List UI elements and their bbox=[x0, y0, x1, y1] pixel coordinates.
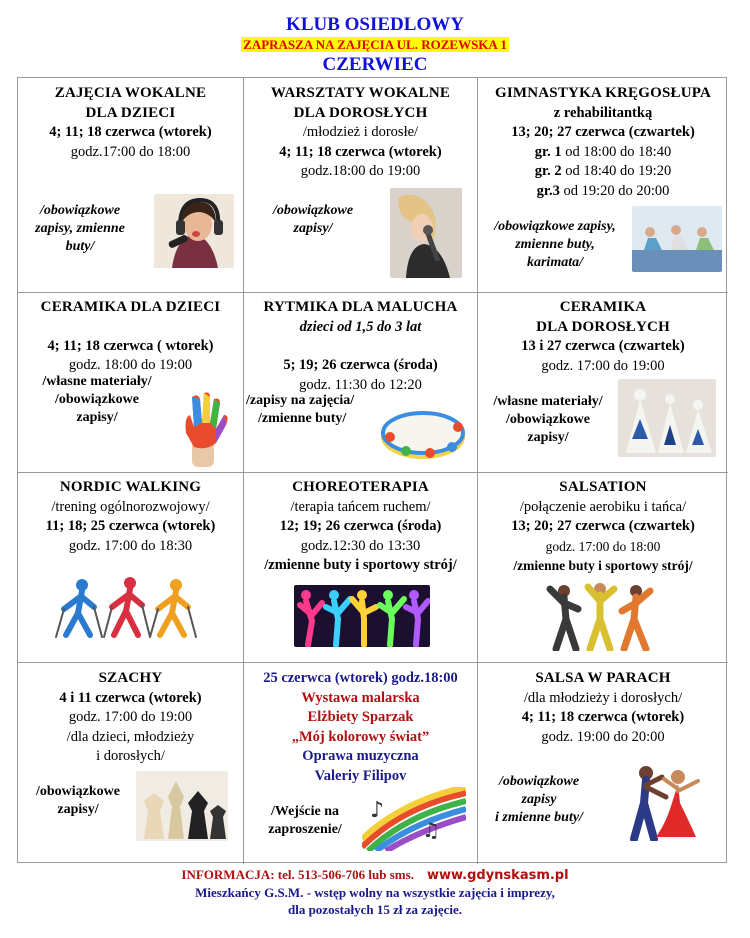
cell-rhythm-toddlers bbox=[244, 293, 478, 473]
cell-audience: /młodzież i dorosłe/ bbox=[302, 124, 419, 140]
poster-header bbox=[0, 14, 750, 76]
cell-note: /własne materiały/ /obowiązkowe zapisy/ bbox=[42, 374, 152, 425]
cell-vocal-kids bbox=[18, 78, 244, 293]
cell-vocal-adults bbox=[244, 78, 478, 293]
cell-dates: 4; 11; 18 czerwca ( wtorek) bbox=[47, 337, 214, 354]
club-title: KLUB OSIEDLOWY bbox=[286, 14, 464, 35]
event-artist: Elżbiety Sparzak bbox=[307, 709, 414, 725]
dancing-couple-image bbox=[616, 763, 706, 841]
cell-audience: /dla dzieci, młodzieży bbox=[66, 728, 195, 745]
cell-chess bbox=[18, 663, 244, 864]
cell-choreotherapy bbox=[244, 473, 478, 663]
group-3-row: gr.3 od 19:20 do 20:00 bbox=[536, 182, 670, 199]
cell-description: /terapia tańcem ruchem/ bbox=[290, 498, 431, 515]
pricing-note-2: dla pozostałych 15 zł za zajęcie. bbox=[287, 902, 462, 917]
singer-microphone-image bbox=[390, 188, 462, 278]
cell-note: /obowiązkowe zapisy i zmienne buty/ bbox=[495, 774, 583, 825]
cell-title: GIMNASTYKA KRĘGOSŁUPA bbox=[494, 85, 712, 101]
cell-note: /obowiązkowe zapisy/ bbox=[36, 784, 120, 817]
cell-description: /połączenie aerobiku i tańca/ bbox=[519, 498, 687, 515]
cell-note: /Wejście na zaproszenie/ bbox=[268, 804, 342, 837]
cell-dates: 13; 20; 27 czerwca (czwartek) bbox=[511, 518, 695, 534]
cell-dates: 12; 19; 26 czerwca (środa) bbox=[279, 518, 442, 534]
cell-dates: 13; 20; 27 czerwca (czwartek) bbox=[511, 124, 695, 140]
cell-hours: godz. 17:00 do 19:00 bbox=[541, 357, 665, 374]
cell-hours: godz. 17:00 do 18:00 bbox=[545, 538, 661, 554]
cell-spine-gymnastics bbox=[478, 78, 728, 293]
cell-title: DLA DOROSŁYCH bbox=[536, 318, 670, 335]
svg-text:♪: ♪ bbox=[370, 798, 385, 823]
cell-ceramics-adults bbox=[478, 293, 728, 473]
cell-note: /zmienne buty i sportowy strój/ bbox=[513, 558, 693, 573]
exercise-class-image bbox=[632, 206, 722, 272]
cell-salsa-pairs bbox=[478, 663, 728, 864]
cell-description: /trening ogólnorozwojowy/ bbox=[51, 498, 210, 515]
cell-title: SZACHY bbox=[98, 670, 163, 686]
painted-hand-image bbox=[170, 387, 234, 467]
tambourine-image bbox=[376, 403, 470, 465]
pricing-note: Mieszkańcy G.S.M. - wstęp wolny na wszystkie zajęcia i imprezy, bbox=[195, 885, 555, 900]
ceramic-figures-image bbox=[618, 379, 716, 457]
event-title: Wystawa malarska bbox=[301, 689, 420, 706]
event-musician: Valeriy Filipov bbox=[314, 767, 407, 784]
cell-title: SALSA W PARACH bbox=[535, 670, 671, 686]
group-1-row: gr. 1 od 18:00 do 18:40 bbox=[534, 143, 672, 160]
cell-title: CERAMIKA bbox=[559, 299, 647, 315]
cell-title: DLA DOROSŁYCH bbox=[293, 104, 428, 121]
cell-title: DLA DZIECI bbox=[85, 104, 176, 121]
cell-age: dzieci od 1,5 do 3 lat bbox=[299, 318, 422, 335]
website-link[interactable]: www.gdynskasm.pl bbox=[426, 868, 569, 883]
cell-note: /zmienne buty i sportowy strój/ bbox=[264, 557, 457, 573]
event-music-label: Oprawa muzyczna bbox=[302, 748, 419, 764]
cell-hours: godz.18:00 do 19:00 bbox=[300, 163, 421, 179]
dancers-image bbox=[544, 579, 656, 651]
cell-hours: godz. 17:00 do 19:00 bbox=[68, 709, 193, 725]
invitation-subtitle: ZAPRASZA NA ZAJĘCIA UL. ROZEWSKA 1 bbox=[243, 37, 507, 52]
cell-hours: godz. 11:30 do 12:20 bbox=[299, 376, 422, 393]
month-heading: CZERWIEC bbox=[322, 54, 428, 75]
cell-title: CHOREOTERAPIA bbox=[292, 479, 429, 495]
group-2-row: gr. 2 od 18:40 do 19:20 bbox=[534, 163, 672, 179]
cell-dates: 11; 18; 25 czerwca (wtorek) bbox=[45, 518, 216, 534]
cell-title: RYTMIKA DLA MALUCHA bbox=[263, 299, 458, 315]
svg-text:♫: ♫ bbox=[422, 818, 440, 842]
cell-title: ZAJĘCIA WOKALNE bbox=[54, 85, 207, 101]
cell-hours: godz. 17:00 do 18:30 bbox=[68, 537, 193, 554]
cell-hours: godz.17:00 do 18:00 bbox=[70, 143, 191, 160]
cell-note: /obowiązkowe zapisy, zmienne buty, karimata/ bbox=[494, 219, 616, 270]
cell-dates: 4; 11; 18 czerwca (wtorek) bbox=[521, 709, 685, 725]
nordic-walkers-image bbox=[48, 575, 208, 639]
cell-description: /dla młodzieży i dorosłych/ bbox=[523, 689, 683, 706]
cell-salsation bbox=[478, 473, 728, 663]
cell-title: CERAMIKA DLA DZIECI bbox=[40, 299, 221, 315]
schedule-grid bbox=[17, 77, 727, 863]
cell-dates: 4; 11; 18 czerwca (wtorek) bbox=[49, 124, 212, 140]
contact-phone: INFORMACJA: tel. 513-506-706 lub sms. bbox=[181, 867, 414, 882]
cell-subtitle: z rehabilitantką bbox=[553, 104, 653, 121]
cell-exhibition bbox=[244, 663, 478, 864]
cell-dates: 13 i 27 czerwca (czwartek) bbox=[521, 338, 685, 354]
chess-pieces-image bbox=[136, 771, 228, 841]
cell-note: /zapisy na zajęcia/ /zmienne buty/ bbox=[246, 393, 355, 426]
music-notes-rainbow-image bbox=[362, 787, 466, 851]
event-date: 25 czerwca (wtorek) godz.18:00 bbox=[263, 670, 458, 686]
cell-title: WARSZTATY WOKALNE bbox=[270, 85, 451, 101]
cell-title: SALSATION bbox=[559, 479, 647, 495]
dancing-silhouettes-image bbox=[294, 585, 430, 647]
singer-headphones-image bbox=[154, 194, 234, 268]
cell-note: /obowiązkowe zapisy, zmienne buty/ bbox=[35, 203, 125, 254]
cell-note: /obowiązkowe zapisy/ bbox=[272, 203, 354, 236]
cell-title: NORDIC WALKING bbox=[59, 479, 202, 495]
cell-hours: godz. 18:00 do 19:00 bbox=[68, 357, 193, 373]
poster-footer bbox=[0, 866, 750, 918]
cell-hours: godz.12:30 do 13:30 bbox=[300, 537, 421, 554]
cell-dates: 5; 19; 26 czerwca (środa) bbox=[283, 357, 438, 373]
event-exhibition-name: „Mój kolorowy świat” bbox=[291, 728, 430, 745]
cell-hours: godz. 19:00 do 20:00 bbox=[541, 728, 665, 745]
cell-dates: 4 i 11 czerwca (wtorek) bbox=[59, 689, 202, 706]
cell-audience: i dorosłych/ bbox=[96, 748, 165, 764]
cell-nordic-walking bbox=[18, 473, 244, 663]
contact-info bbox=[0, 866, 750, 884]
cell-note: /własne materiały/ /obowiązkowe zapisy/ bbox=[493, 394, 603, 445]
cell-ceramics-kids bbox=[18, 293, 244, 473]
cell-dates: 4; 11; 18 czerwca (wtorek) bbox=[279, 143, 442, 160]
